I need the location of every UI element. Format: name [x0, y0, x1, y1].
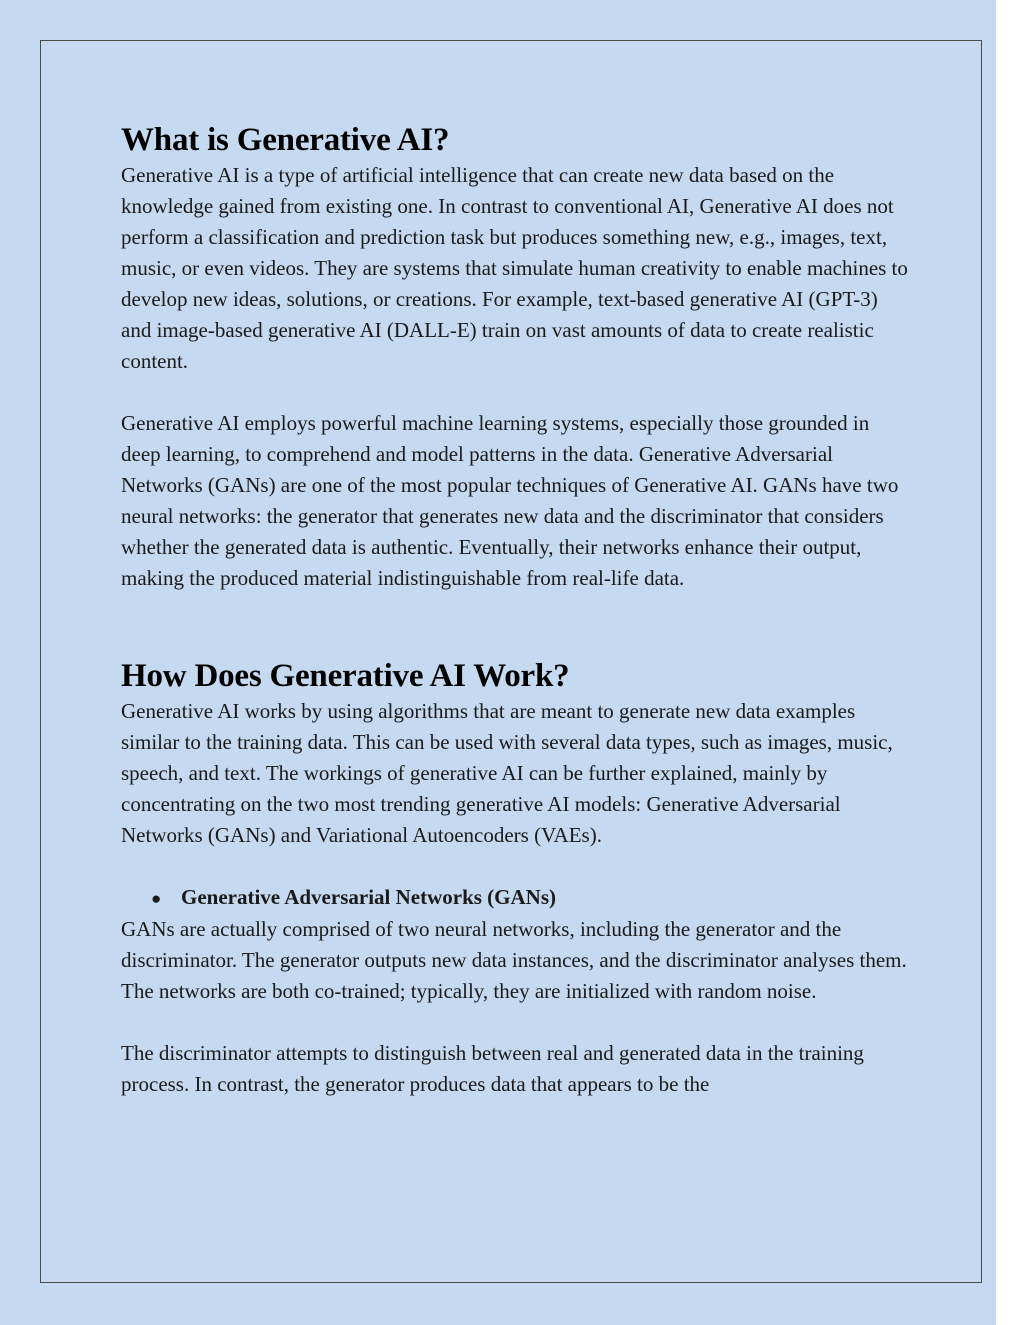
paragraph-spacer: [121, 851, 911, 882]
paragraph: Generative AI employs powerful machine learning systems, especially those grounded in deep learning, to comprehend and model patterns in the data. Generative Adversarial Networks (GANs) are one of the most popular techniques of Generative AI. GANs have two neural networks: the generator that generates new data and the discriminator that considers whether the generated data is authentic. Eventually, their networks enhance their output, making the produced material indistinguishable from real-life data.: [121, 411, 899, 590]
paragraph: Generative AI works by using algorithms that are meant to generate new data examples similar to the training data. This can be used with several data types, such as images, music, speech, and text. The workings of generative AI can be further explained, mainly by concentrating on the two most trending generative AI models: Generative Adversarial Networks (GANs) and Variational Autoencoders (VAEs).: [121, 699, 893, 847]
paragraph-spacer: [121, 377, 911, 408]
paragraph-spacer: [121, 1007, 911, 1038]
bullet-icon: ●: [151, 889, 162, 908]
paragraph: The discriminator attempts to distinguish between real and generated data in the training process. In contrast, the generator produces data that appears to be the: [121, 1041, 864, 1096]
section-heading-what-is-generative-ai: What is Generative AI?: [121, 122, 450, 158]
paragraph: GANs are actually comprised of two neural networks, including the generator and the discriminator. The generator outputs new data instances, and the discriminator analyses them. The networks are both co-trained; typically, they are initialized with random noise.: [121, 917, 907, 1003]
paragraph: Generative AI is a type of artificial intelligence that can create new data based on the knowledge gained from existing one. In contrast to conventional AI, Generative AI does not perform a classification and prediction task but produces something new, e.g., images, text, music, or even videos. They are systems that simulate human creativity to enable machines to develop new ideas, solutions, or creations. For example, text-based generative AI (GPT-3) and image-based generative AI (DALL-E) train on vast amounts of data to create realistic content.: [121, 163, 908, 373]
bullet-title: Generative Adversarial Networks (GANs): [181, 885, 557, 909]
section-spacer: [121, 594, 911, 656]
section-heading-how-does-generative-ai-work: How Does Generative AI Work?: [121, 658, 570, 694]
document-body: [121, 120, 911, 1100]
bullet-item-gans: [121, 882, 911, 914]
